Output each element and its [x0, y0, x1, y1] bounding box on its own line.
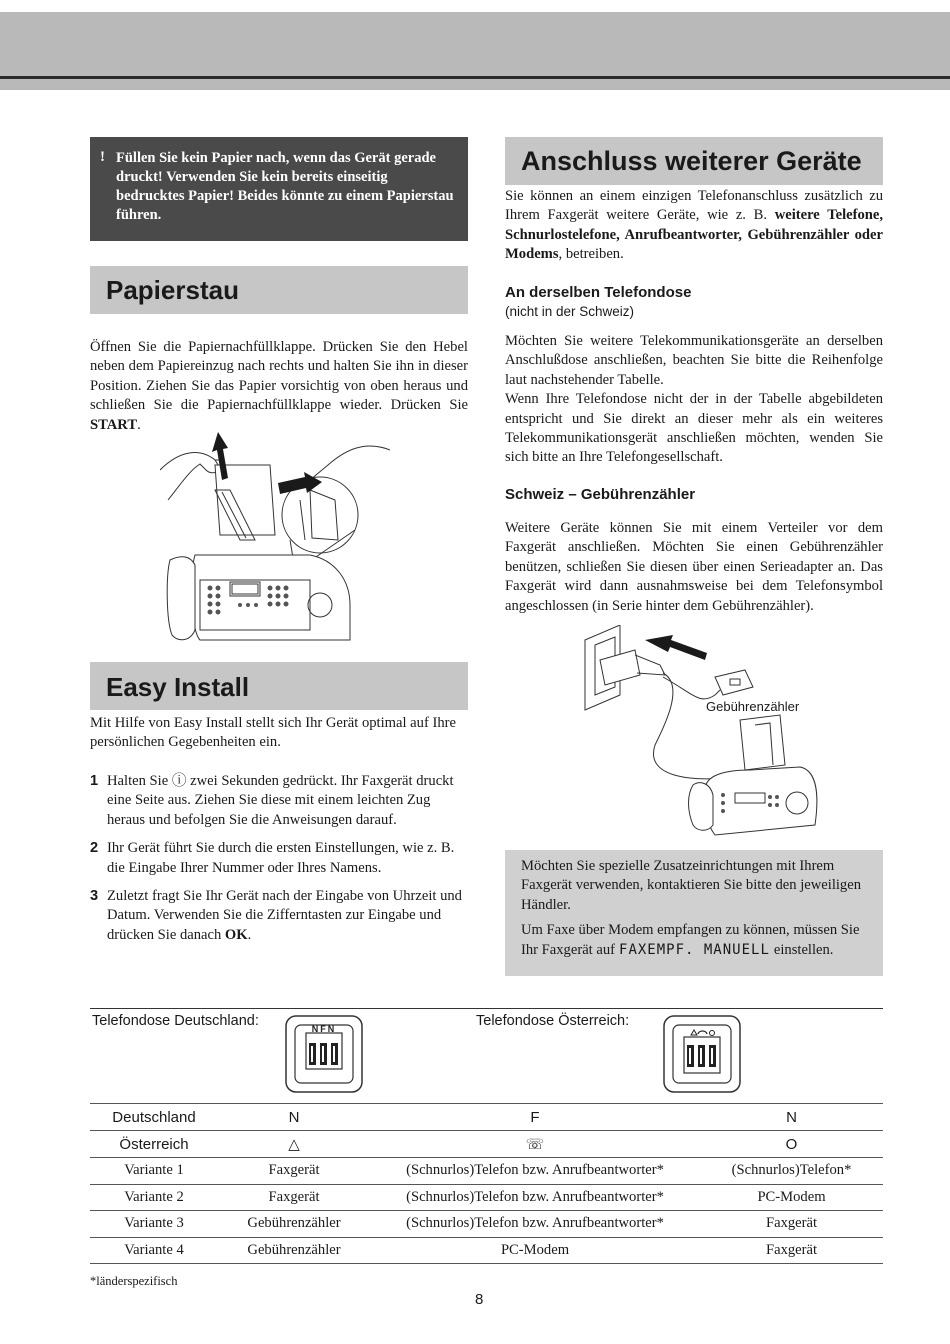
- telefondose-text: [505, 332, 883, 468]
- table-cell: Faxgerät: [218, 1184, 370, 1211]
- step-text: Ihr Gerät führt Sie durch die ersten Einstellungen, wie z. B. die Eingabe Ihrer Nummer oder Ihres Namens.: [107, 840, 455, 876]
- table-cell: Faxgerät: [700, 1211, 883, 1238]
- papierstau-text-end: .: [137, 416, 141, 433]
- header-band-lower: [0, 79, 950, 90]
- easy-install-intro: Mit Hilfe von Easy Install stellt sich Ihr Gerät optimal auf Ihre persönlichen Gegebenheiten ein.: [90, 715, 456, 751]
- papierstau-text-main: Öffnen Sie die Papiernachfüllklappe. Drücken Sie den Hebel neben dem Papiereinzug nach rechts und halten Sie ihn in dieser Position. Ziehen Sie das Papier vorsichtig von oben heraus und schließen Sie die Papiernachfüllklappe wieder. Drücken Sie: [90, 339, 468, 414]
- table-cell: Faxgerät: [700, 1237, 883, 1264]
- step-number: 3: [90, 888, 99, 905]
- footnote: *länderspezifisch: [90, 1274, 178, 1288]
- ok-keyword: OK: [224, 926, 248, 943]
- anschluss-intro-bold: weitere Telefone, Schnurlostelefone, Anrufbeantworter, Gebührenzähler oder Modems: [505, 207, 883, 263]
- table-cell: F: [370, 1104, 700, 1131]
- easy-install-steps: [90, 772, 468, 954]
- table-cell: N: [700, 1104, 883, 1131]
- step-text-end: .: [247, 926, 252, 943]
- fee-counter-illustration: [575, 625, 825, 840]
- anschluss-intro-end: , betreiben.: [558, 246, 624, 263]
- easy-install-title: Easy Install: [106, 672, 250, 702]
- fee-counter-label: Gebührenzähler: [706, 699, 800, 714]
- info-p2: [521, 921, 869, 960]
- table-cell: N: [218, 1104, 370, 1131]
- table-row: [90, 1104, 883, 1131]
- step-item: [90, 772, 468, 830]
- table-cell: (Schnurlos)Telefon*: [700, 1158, 883, 1185]
- table-cell: Gebührenzähler: [218, 1211, 370, 1238]
- anschluss-intro: [505, 187, 883, 265]
- table-row: [90, 1158, 883, 1185]
- schweiz-text: Weitere Geräte können Sie mit einem Verteiler vor dem Faxgerät anschließen. Möchten Sie einen Gebührenzähler benützen, schließen Sie diesen über einen Serieadapter an. Das Faxgerät wird dann ausnahmsweise bei dem Telefonsymbol angeschlossen (in Serie hinter dem Gebührenzähler).: [505, 520, 883, 614]
- page-number: 8: [475, 1291, 484, 1308]
- table-cell: Gebührenzähler: [218, 1237, 370, 1264]
- socket-letters: NFN: [311, 1024, 337, 1034]
- warning-text: Füllen Sie kein Papier nach, wenn das Gerät gerade druckt! Verwenden Sie kein bereits einseitig bedrucktes Papier! Beides könnte zu einem Papierstau führen.: [116, 150, 454, 223]
- anschluss-intro-main: Sie können an einem einzigen Telefonanschluss zusätzlich zu Ihrem Faxgerät weitere Geräte, wie z. B.: [505, 188, 883, 224]
- subheading-telefondose: An derselben Telefondose: [505, 284, 692, 301]
- step-item: [90, 887, 468, 945]
- papierstau-text: [90, 338, 468, 435]
- socket-austria-label: Telefondose Österreich:: [476, 1013, 630, 1029]
- info-p2-text: Um Faxe über Modem empfangen zu können, müssen Sie Ihr Faxgerät auf: [521, 922, 860, 958]
- table-row: [90, 1237, 883, 1264]
- step-text-cont: zwei Sekunden gedrückt. Ihr Faxgerät druckt eine Seite aus. Ziehen Sie diese mit einem leichten Zug heraus und befolgen Sie die Anweisungen darauf.: [107, 773, 454, 828]
- papierstau-title: Papierstau: [106, 275, 239, 305]
- warning-box: [90, 137, 468, 241]
- paper-jam-illustration: [160, 430, 390, 650]
- table-cell: PC-Modem: [700, 1184, 883, 1211]
- lcd-setting: FAXEMPF. MANUELL: [619, 941, 770, 958]
- header-band: [0, 12, 950, 76]
- anschluss-heading-bar: [505, 137, 883, 185]
- start-keyword: START: [90, 416, 138, 433]
- info-p1: Möchten Sie spezielle Zusatzeinrichtungen mit Ihrem Faxgerät verwenden, kontaktieren Sie bitte den jeweiligen Händler.: [521, 858, 861, 913]
- warning-mark: !: [100, 149, 105, 165]
- socket-germany-label: Telefondose Deutschland:: [92, 1013, 259, 1029]
- info-box: [505, 850, 883, 976]
- table-row: [90, 1184, 883, 1211]
- table-cell: △: [218, 1131, 370, 1158]
- row-label-cell: Variante 1: [90, 1158, 218, 1185]
- telefondose-p2: Wenn Ihre Telefondose nicht der in der Tabelle abgebildeten entspricht und Sie direkt an dieser mehr als ein weiteres Telekommunikationsgerät anschließen möchten, wenden Sie sich bitte an Ihre Telefongesellschaft.: [505, 391, 883, 466]
- table-cell: (Schnurlos)Telefon bzw. Anrufbeantworter*: [370, 1184, 700, 1211]
- table-cell: (Schnurlos)Telefon bzw. Anrufbeantworter*: [370, 1211, 700, 1238]
- easy-install-heading-bar: [90, 662, 468, 710]
- socket-austria-icon: [663, 1015, 741, 1093]
- table-cell: ☏: [370, 1131, 700, 1158]
- table-row: [90, 1131, 883, 1158]
- socket-germany-icon: [285, 1015, 363, 1093]
- row-label-cell: Österreich: [90, 1131, 218, 1158]
- step-text: Zuletzt fragt Sie Ihr Gerät nach der Eingabe von Uhrzeit und Datum. Verwenden Sie die Zifferntasten zur Eingabe und drücken Sie danach: [107, 888, 462, 943]
- step-number: 2: [90, 840, 99, 857]
- table-cell: (Schnurlos)Telefon bzw. Anrufbeantworter*: [370, 1158, 700, 1185]
- row-label-cell: Variante 3: [90, 1211, 218, 1238]
- table-cell: PC-Modem: [370, 1237, 700, 1264]
- table-top-rule: [90, 1008, 883, 1009]
- subheading-note: (nicht in der Schweiz): [505, 304, 635, 319]
- row-label-cell: Variante 4: [90, 1237, 218, 1264]
- connection-table: [90, 1103, 883, 1264]
- row-label-cell: Deutschland: [90, 1104, 218, 1131]
- telefondose-p1: Möchten Sie weitere Telekommunikationsgeräte an derselben Anschlußdose anschließen, beachten Sie bitte die Reihenfolge laut nachstehender Tabelle.: [505, 333, 883, 388]
- row-label-cell: Variante 2: [90, 1184, 218, 1211]
- info-key-icon: ⓘ: [171, 773, 187, 789]
- table-row: [90, 1211, 883, 1238]
- subheading-schweiz: Schweiz – Gebührenzähler: [505, 486, 696, 503]
- anschluss-title: Anschluss weiterer Geräte: [521, 146, 862, 176]
- step-text: Halten Sie: [107, 773, 172, 789]
- table-cell: Faxgerät: [218, 1158, 370, 1185]
- info-p2-end: einstellen.: [773, 941, 834, 958]
- step-item: [90, 839, 468, 878]
- table-cell: O: [700, 1131, 883, 1158]
- papierstau-heading-bar: [90, 266, 468, 314]
- step-number: 1: [90, 773, 99, 789]
